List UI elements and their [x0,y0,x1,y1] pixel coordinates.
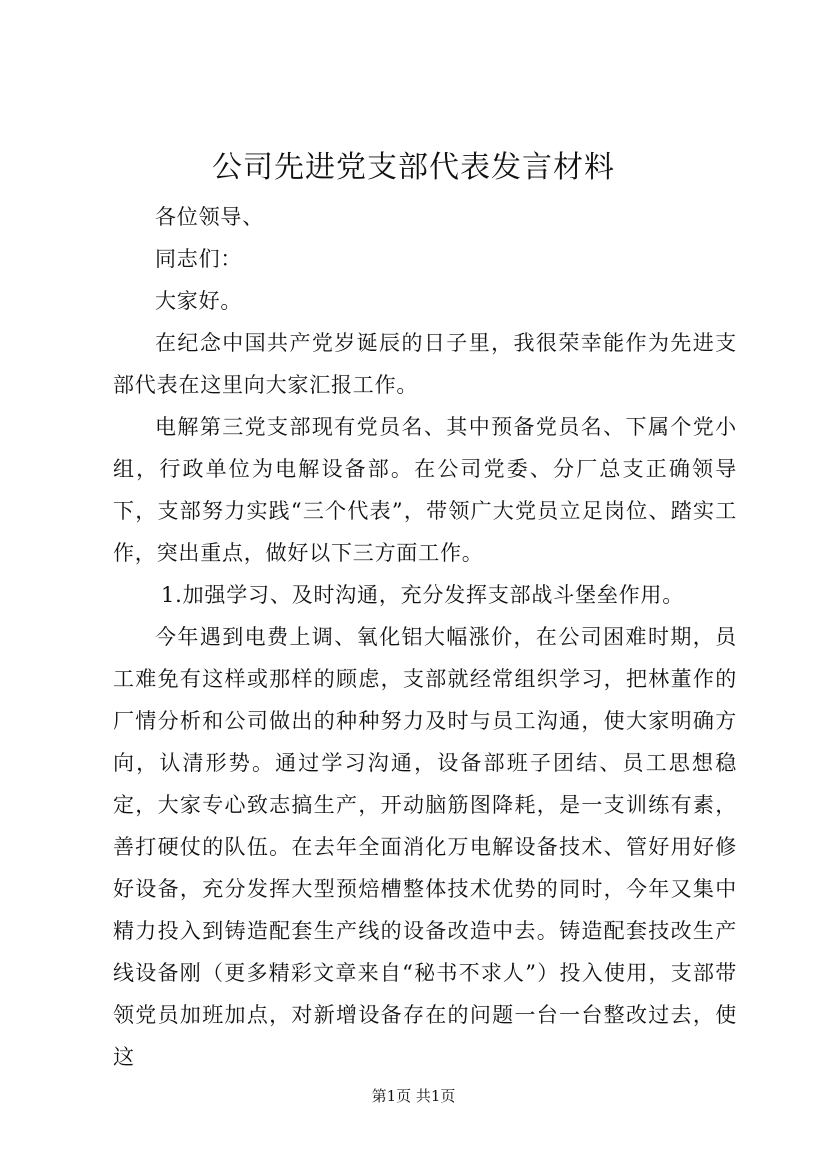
paragraph-intro: 在纪念中国共产党岁诞辰的日子里，我很荣幸能作为先进支部代表在这里向大家汇报工作。 [113,331,737,397]
page-footer: 第1页 共1页 [371,1087,456,1105]
salutation-leaders: 各位领导、 [155,205,264,229]
greeting: 大家好。 [155,289,243,313]
paragraph-section-1: 今年遇到电费上调、氧化铝大幅涨价，在公司困难时期，员工难免有这样或那样的顾虑，支部就经常组织学习，把林董作的厂情分析和公司做出的种种努力及时与员工沟通，使大家明确方向，认清形势。通过学习沟通，设备部班子团结、员工思想稳定，大家专心致志搞生产，开动脑筋图降耗，是一支训练有素，善打硬仗的队伍。在去年全面消化万电解设备技术、管好用好修好设备，充分发挥大型预焙槽整体技术优势的同时，今年又集中精力投入到铸造配套生产线的设备改造中去。铸造配套技改生产线设备刚（更多精彩文章来自“秘书不求人”）投入使用，支部带领党员加班加点，对新增设备存在的问题一台一台整改过去，使这 [113,625,737,1069]
salutation-comrades: 同志们： [155,247,243,271]
document-title: 公司先进党支部代表发言材料 [212,150,615,185]
document-body [113,196,737,1078]
paragraph-branch-overview: 电解第三党支部现有党员名、其中预备党员名、下属个党小组，行政单位为电解设备部。在公司党委、分厂总支正确领导下，支部努力实践“三个代表”，带领广大党员立足岗位、踏实工作，突出重点，做好以下三方面工作。 [113,415,737,565]
section-heading-1: 1.加强学习、及时沟通，充分发挥支部战斗堡垒作用。 [161,583,685,607]
